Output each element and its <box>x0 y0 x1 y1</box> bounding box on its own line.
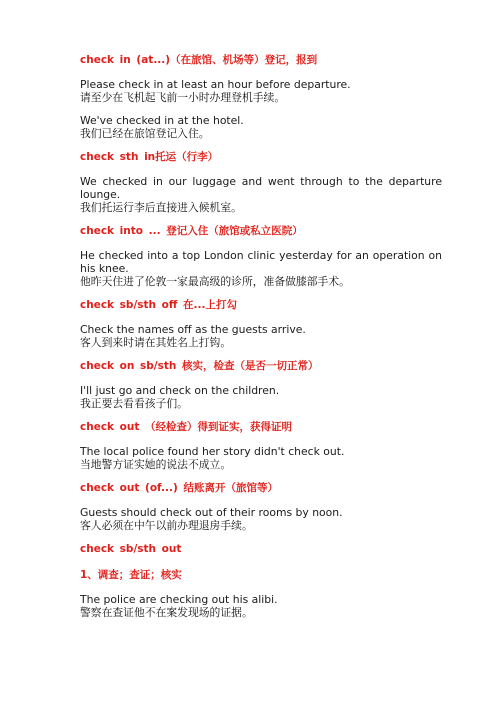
example-chinese: 客人到来时请在其姓名上打钩。 <box>80 336 232 349</box>
example-english: The local police found her story didn't check out. <box>80 445 345 458</box>
entry-heading: check into ... 登记入住（旅馆或私立医院） <box>80 225 303 237</box>
example-english: Please check in at least an hour before departure. <box>80 78 351 91</box>
example-english: The police are checking out his alibi. <box>80 593 278 606</box>
entry-check-sb-sth-out <box>80 542 442 556</box>
example <box>80 384 442 410</box>
example-english: We've checked in at the hotel. <box>80 114 244 127</box>
example-chinese: 我正要去看看孩子们。 <box>80 397 188 410</box>
entry-heading: check sb/sth out <box>80 543 182 555</box>
entry-check-out <box>80 420 442 471</box>
entry-check-in <box>80 53 442 140</box>
example <box>80 114 442 140</box>
entry-sense-1 <box>80 568 442 619</box>
entry-heading: check on sb/sth 核实，检查（是否一切正常） <box>80 360 319 372</box>
entry-check-into <box>80 224 442 288</box>
example-english: Check the names off as the guests arrive. <box>80 323 306 336</box>
example-chinese: 他昨天住进了伦敦一家最高级的诊所，准备做膝部手术。 <box>80 275 350 288</box>
example <box>80 323 442 349</box>
example <box>80 175 442 214</box>
example-english: We checked in our luggage and went through to the departure lounge. <box>80 175 442 201</box>
example-chinese: 请至少在飞机起飞前一小时办理登机手续。 <box>80 91 286 104</box>
example-chinese: 当地警方证实她的说法不成立。 <box>80 458 232 471</box>
entry-heading: check out (of...) 结账离开（旅馆等） <box>80 482 278 494</box>
entry-heading: check sth in托运（行李） <box>80 151 219 163</box>
example <box>80 78 442 104</box>
entry-heading: check in (at...)（在旅馆、机场等）登记，报到 <box>80 54 318 66</box>
example <box>80 445 442 471</box>
example <box>80 593 442 619</box>
example-chinese: 客人必须在中午以前办理退房手续。 <box>80 519 253 532</box>
example-english: Guests should check out of their rooms by noon. <box>80 506 343 519</box>
example-chinese: 我们托运行李后直接进入候机室。 <box>80 201 242 214</box>
example <box>80 506 442 532</box>
example <box>80 249 442 288</box>
example-english: I'll just go and check on the children. <box>80 384 280 397</box>
example-chinese: 我们已经在旅馆登记入住。 <box>80 127 210 140</box>
entry-check-out-of <box>80 481 442 532</box>
example-chinese: 警察在查证他不在案发现场的证据。 <box>80 606 253 619</box>
entry-check-off <box>80 298 442 349</box>
sense-heading: 1、调查；查证；核实 <box>80 569 182 581</box>
entry-check-on <box>80 359 442 410</box>
example-english: He checked into a top London clinic yesterday for an operation on his knee. <box>80 249 442 275</box>
entry-heading: check out （经检查）得到证实，获得证明 <box>80 421 293 433</box>
entry-check-sth-in <box>80 150 442 214</box>
entry-heading: check sb/sth off 在...上打勾 <box>80 299 238 311</box>
